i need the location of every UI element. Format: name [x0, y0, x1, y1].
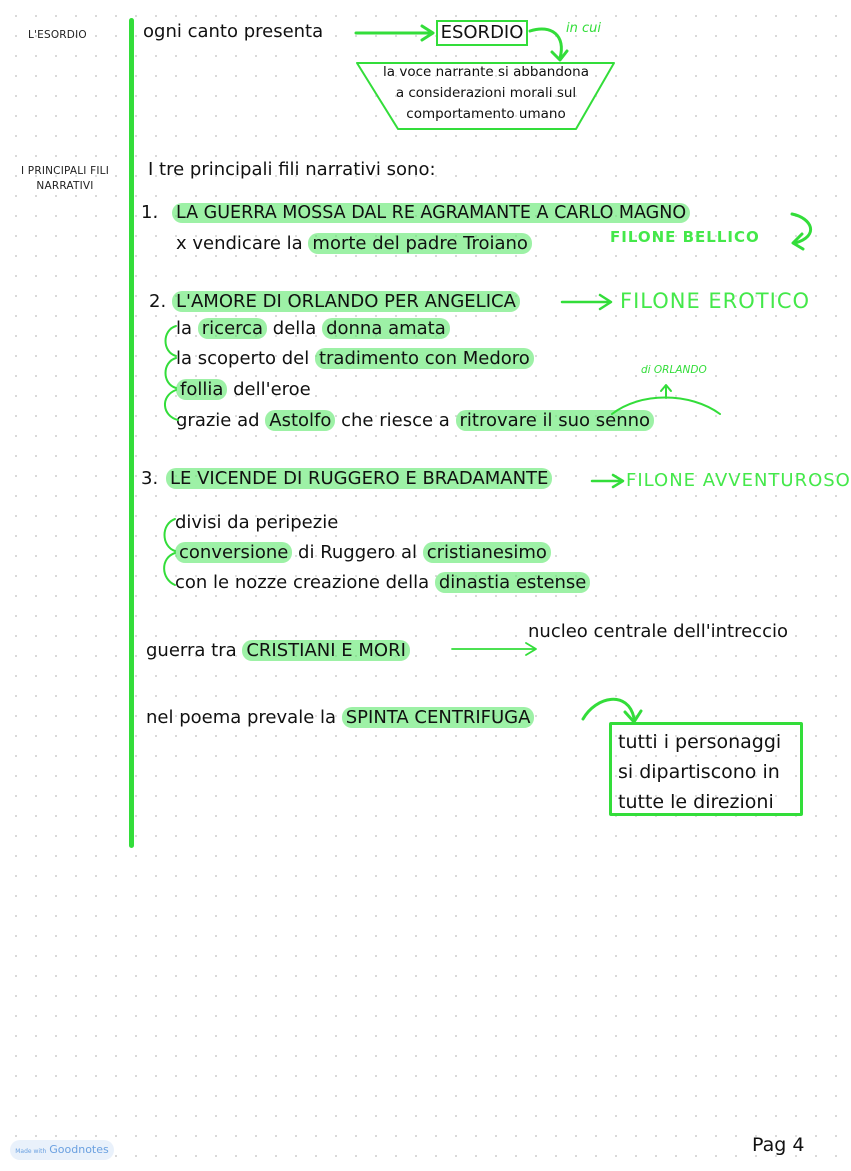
guerra-highlight: CRISTIANI E MORI	[242, 640, 410, 661]
spinta-box-line3: tutte le direzioni	[618, 791, 774, 813]
esordio-note: in cui	[566, 21, 601, 36]
goodnotes-badge	[10, 1140, 114, 1160]
item-1-number: 1.	[141, 202, 159, 223]
item-2-l1-d: donna amata	[322, 318, 450, 339]
bracket-curls	[165, 326, 178, 420]
item-3-l2-c: cristianesimo	[423, 542, 551, 563]
esordio-desc-line3: comportamento umano	[406, 106, 566, 122]
guerra-result: nucleo centrale dell'intreccio	[528, 621, 788, 642]
esordio-desc-line1: la voce narrante si abbandona	[383, 64, 589, 80]
item-2-l4-d: ritrovare il suo senno	[456, 410, 655, 431]
item-2-l4-b: Astolfo	[265, 410, 335, 431]
trapezoid-shape	[357, 63, 614, 129]
filone-bellico-tag: FILONE BELLICO	[610, 228, 760, 246]
item-2-number: 2.	[149, 291, 167, 312]
bracket-curls-3	[164, 519, 175, 585]
item-2-l4-a: grazie ad	[176, 410, 266, 431]
item-2-title-highlight: L'AMORE DI ORLANDO PER ANGELICA	[172, 291, 520, 312]
item-3-l3-a: con le nozze creazione della	[175, 572, 435, 593]
curved-arrow-icon	[530, 29, 567, 60]
brand-label: Goodnotes	[49, 1143, 109, 1156]
item-1-title-highlight: LA GUERRA MOSSA DAL RE AGRAMANTE A CARLO MAGNO	[172, 203, 690, 223]
item-3-title-highlight: LE VICENDE DI RUGGERO E BRADAMANTE	[166, 468, 552, 489]
filone-avventuroso-tag: FILONE AVVENTUROSO	[626, 470, 851, 491]
item-2-l1-c: della	[267, 318, 323, 339]
curl-arrow-icon	[792, 214, 811, 249]
item-3-l3-b: dinastia estense	[435, 572, 591, 593]
guerra-pre: guerra tra	[146, 640, 243, 661]
esordio-keyword-box: ESORDIO	[436, 20, 528, 46]
item-3-number: 3.	[141, 468, 159, 489]
curved-arrow-icon	[583, 699, 641, 722]
item-1-sub-highlight: morte del padre Troiano	[308, 233, 532, 254]
sidebar-label-esordio: L'ESORDIO	[28, 29, 87, 41]
arrow-right-icon	[562, 295, 611, 309]
item-2-l2-a: la scoperto del	[176, 348, 315, 369]
fili-intro: I tre principali fili narrativi sono:	[148, 159, 436, 180]
sidebar-label-fili-line2: NARRATIVI	[36, 180, 94, 192]
item-2-l4-c: che riesce a	[335, 410, 456, 431]
item-2-l1-a: la	[176, 318, 198, 339]
sidebar-label-fili-line1: I PRINCIPALI FILI	[20, 165, 110, 177]
item-2-l2-b: tradimento con Medoro	[315, 348, 534, 369]
item-2-l1-b: ricerca	[198, 318, 267, 339]
filone-erotico-tag: FILONE EROTICO	[620, 289, 811, 313]
item-2-note: di ORLANDO	[641, 364, 707, 376]
item-1-sub-pre: x vendicare la	[176, 233, 309, 254]
item-3-l2-a: conversione	[175, 542, 292, 563]
spinta-highlight: SPINTA CENTRIFUGA	[342, 707, 535, 728]
arrow-right-icon	[452, 643, 536, 655]
esordio-desc-line2: a considerazioni morali sul	[395, 85, 577, 101]
spinta-box-line1: tutti i personaggi	[618, 731, 782, 753]
esordio-intro: ogni canto presenta	[143, 21, 324, 42]
arrow-right-icon	[356, 26, 433, 40]
made-with-label: Made with	[15, 1148, 47, 1155]
spinta-box-line2: si dipartiscono in	[618, 761, 780, 783]
item-2-l3-b: dell'eroe	[227, 379, 311, 400]
item-3-l2-b: di Ruggero al	[292, 542, 423, 563]
item-3-line-1: divisi da peripezie	[175, 512, 339, 533]
arch-arrow-icon	[612, 385, 720, 414]
spinta-pre: nel poema prevale la	[146, 707, 342, 728]
item-2-l3-a: follia	[176, 379, 227, 400]
page-number: Pag 4	[752, 1134, 805, 1156]
arrow-right-icon	[592, 475, 623, 487]
